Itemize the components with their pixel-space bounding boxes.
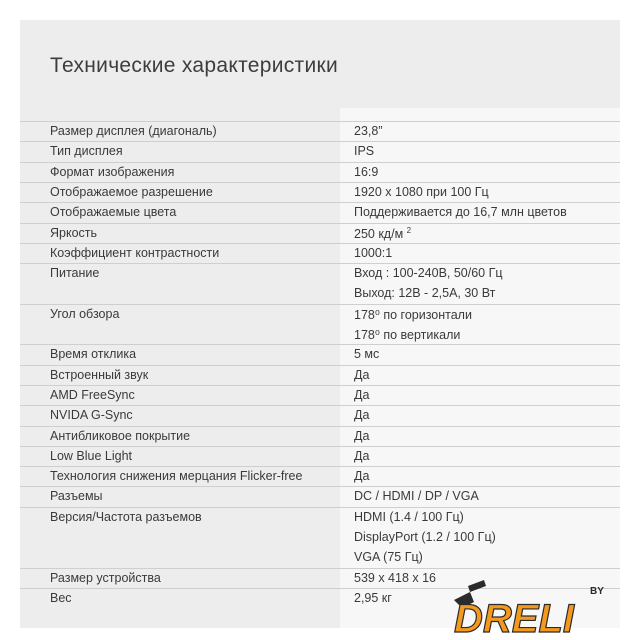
spec-label: Размер дисплея (диагональ) <box>50 124 217 138</box>
spec-label: Отображаемые цвета <box>50 205 177 220</box>
spec-label: NVIDA G-Sync <box>50 408 133 423</box>
spec-label: Low Blue Light <box>50 448 133 463</box>
row-divider <box>20 344 620 345</box>
spec-value: 16:9 <box>354 164 379 179</box>
spec-row <box>20 385 620 405</box>
row-divider <box>20 304 620 305</box>
spec-row <box>20 304 620 345</box>
spec-label: Питание <box>50 266 100 281</box>
spec-row <box>20 162 620 182</box>
row-divider <box>20 507 620 508</box>
spec-row <box>20 344 620 364</box>
spec-row <box>20 446 620 466</box>
row-divider <box>20 182 620 183</box>
spec-label: Встроенный звук <box>50 367 149 382</box>
row-divider <box>20 426 620 427</box>
dreli-logo <box>440 572 620 640</box>
spec-label: Время отклика <box>50 347 137 362</box>
spec-value: 2,95 кг <box>354 590 392 605</box>
row-divider <box>20 202 620 203</box>
row-divider <box>20 141 620 142</box>
superscript: 2 <box>406 225 412 235</box>
spec-label: Яркость <box>50 225 98 240</box>
spec-value: Да <box>354 428 370 443</box>
spec-label: Коэффициент контрастности <box>50 245 220 260</box>
spec-value: Вход : 100-240В, 50/60 Гц <box>354 266 503 281</box>
spec-label: Вес <box>50 590 72 605</box>
row-divider <box>20 466 620 467</box>
spec-row <box>20 507 620 568</box>
spec-value: 5 мс <box>354 347 380 362</box>
title-band <box>20 20 620 108</box>
logo-by: BY <box>590 586 604 597</box>
spec-row <box>20 466 620 486</box>
spec-row <box>20 405 620 425</box>
spec-row <box>20 365 620 385</box>
spec-label: Размер устройства <box>50 570 161 585</box>
spec-row <box>20 243 620 263</box>
spec-value: DC / HDMI / DP / VGA <box>354 489 479 504</box>
spec-row <box>20 141 620 161</box>
page-title: Технические характеристики <box>50 54 339 77</box>
spec-value: 539 x 418 x 16 <box>354 570 437 585</box>
spec-row <box>20 223 620 243</box>
spec-label: Разъемы <box>50 489 103 504</box>
spec-sheet <box>20 20 620 640</box>
row-divider <box>20 385 620 386</box>
spec-row <box>20 486 620 506</box>
spec-label: Антибликовое покрытие <box>50 428 191 443</box>
spec-value: 250 кд/м $^2$ <box>354 225 412 241</box>
spec-value: Поддерживается до 16,7 млн цветов <box>354 205 567 220</box>
spec-value: Да <box>354 387 370 402</box>
spec-value: Выход: 12В - 2,5А, 30 Вт <box>354 286 496 301</box>
spec-value: 178⁰ по вертикали <box>354 327 461 342</box>
row-divider <box>20 243 620 244</box>
spec-value: DisplayPort (1.2 / 100 Гц) <box>354 529 496 544</box>
spec-value: VGA (75 Гц) <box>354 550 423 565</box>
row-divider <box>20 405 620 406</box>
spec-value: Да <box>354 448 370 463</box>
spec-label: Отображаемое разрешение <box>50 184 213 199</box>
spec-value: Да <box>354 408 370 423</box>
spec-label: AMD FreeSync <box>50 387 135 402</box>
row-divider <box>20 263 620 264</box>
spec-value: Да <box>354 367 370 382</box>
spec-row <box>20 426 620 446</box>
spec-label: Формат изображения <box>50 164 175 179</box>
spec-value: 23,8” <box>354 124 383 138</box>
spec-value: HDMI (1.4 / 100 Гц) <box>354 509 464 524</box>
spec-value: 1920 x 1080 при 100 Гц <box>354 184 489 199</box>
spec-value: 1000:1 <box>354 245 393 260</box>
row-divider <box>20 162 620 163</box>
logo-wordmark: DRELI <box>454 597 574 640</box>
row-divider <box>20 486 620 487</box>
spec-label: Тип дисплея <box>50 144 123 159</box>
row-divider <box>20 446 620 447</box>
spec-label: Угол обзора <box>50 306 120 321</box>
spec-row <box>20 263 620 304</box>
spec-row <box>20 182 620 202</box>
row-divider <box>20 568 620 569</box>
row-divider <box>20 223 620 224</box>
row-divider <box>20 365 620 366</box>
spec-row <box>20 202 620 222</box>
spec-value: 178⁰ по горизонтали <box>354 307 472 322</box>
spec-value: Да <box>354 469 370 484</box>
spec-label: Технология снижения мерцания Flicker-free <box>50 469 303 484</box>
row-divider <box>20 121 620 122</box>
spec-label: Версия/Частота разъемов <box>50 509 202 524</box>
spec-value: IPS <box>354 144 375 159</box>
spec-row <box>20 121 620 141</box>
